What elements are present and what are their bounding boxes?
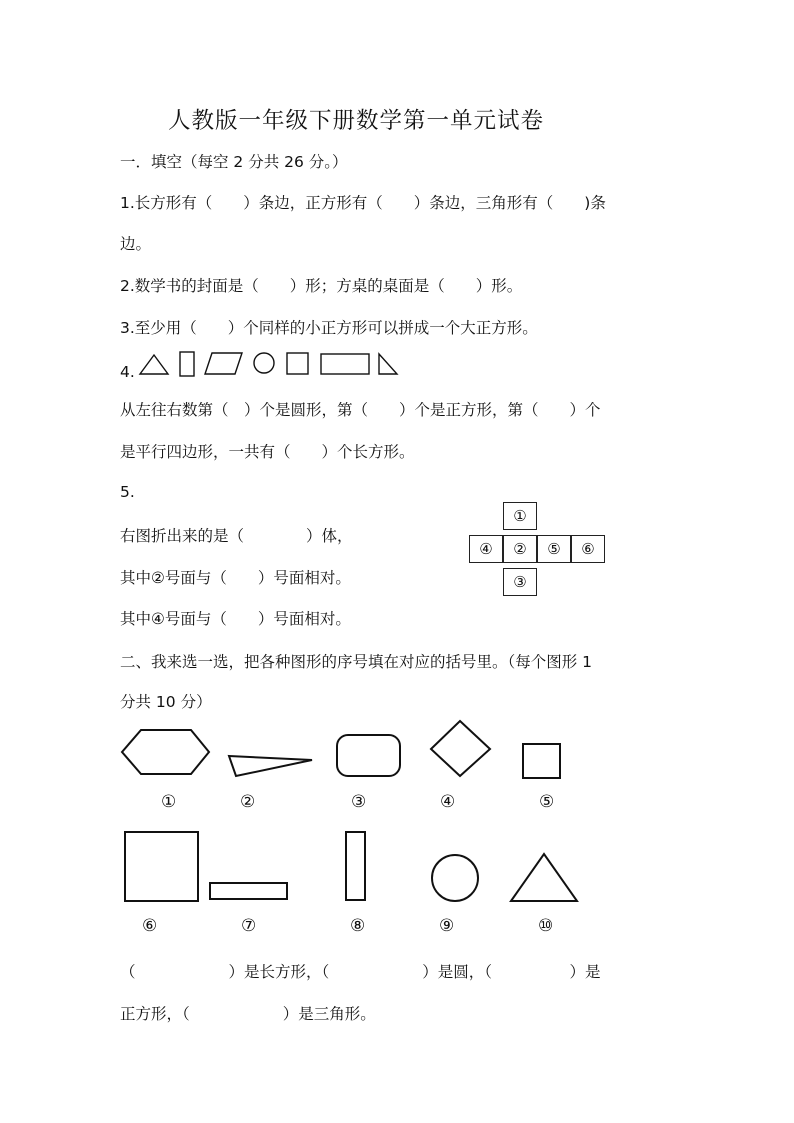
question-2: 2.数学书的封面是（ ）形；方桌的桌面是（ ）形。 — [120, 277, 523, 295]
q4-circle-shape — [254, 353, 274, 373]
net-face-3: ③ — [503, 568, 537, 596]
question-1-line2: 边。 — [120, 235, 152, 253]
shape-10-label: ⑩ — [538, 916, 554, 936]
shape-8-tall-rectangle — [346, 832, 365, 900]
shape-2-obtuse-triangle — [229, 756, 312, 776]
question-5-line3: 其中④号面与（ ）号面相对。 — [120, 610, 351, 628]
question-4-line2: 是平行四边形，一共有（ ）个长方形。 — [120, 443, 415, 461]
question-4-label: 4. — [120, 363, 135, 381]
shape-4-label: ④ — [440, 792, 456, 812]
q4-shapes-row — [138, 350, 378, 380]
section1-header: 一．填空（每空 2 分共 26 分。） — [120, 153, 348, 171]
question-5-label: 5. — [120, 483, 135, 501]
shape-10-triangle — [511, 854, 577, 901]
question-3: 3.至少用（ ）个同样的小正方形可以拼成一个大正方形。 — [120, 319, 538, 337]
net-face-6: ⑥ — [571, 535, 605, 563]
net-face-1: ① — [503, 502, 537, 530]
shape-7-flat-rectangle — [210, 883, 287, 899]
shape-4-diamond — [431, 721, 490, 776]
shape-9-circle — [432, 855, 478, 901]
net-face-5: ⑤ — [537, 535, 571, 563]
q4-right-triangle-shape — [379, 354, 397, 374]
q4-triangle-shape — [140, 355, 168, 374]
shape-2-label: ② — [240, 792, 256, 812]
q4-rectangle-wide-shape — [321, 354, 369, 374]
shape-3-label: ③ — [351, 792, 367, 812]
shape-9-label: ⑨ — [439, 916, 455, 936]
shape-5-label: ⑤ — [539, 792, 555, 812]
shape-7-label: ⑦ — [241, 916, 257, 936]
net-face-4: ④ — [469, 535, 503, 563]
shape-3-rounded-rectangle — [337, 735, 400, 776]
q4-rectangle-tall-shape — [180, 352, 194, 376]
answer-line1: （ ）是长方形，（ ）是圆，（ ）是 — [120, 963, 601, 981]
shapes-row-1 — [110, 718, 580, 788]
q4-square-shape — [287, 353, 308, 374]
net-face-2: ② — [503, 535, 537, 563]
answer-line2: 正方形，（ ）是三角形。 — [120, 1005, 376, 1023]
section2-header-line1: 二、我来选一选，把各种图形的序号填在对应的括号里。（每个图形 1 — [120, 653, 593, 671]
question-5-line2: 其中②号面与（ ）号面相对。 — [120, 569, 351, 587]
shapes-row-2 — [110, 825, 590, 905]
shape-1-hexagon — [122, 730, 209, 774]
section2-header-line2: 分共 10 分） — [120, 693, 212, 711]
shape-6-large-square — [125, 832, 198, 901]
question-4-line1: 从左往右数第（ ）个是圆形，第（ ）个是正方形，第（ ）个 — [120, 401, 601, 419]
q4-parallelogram-shape — [205, 353, 242, 374]
shape-8-label: ⑧ — [350, 916, 366, 936]
shape-6-label: ⑥ — [142, 916, 158, 936]
question-1-line1: 1.长方形有（ ）条边，正方形有（ ）条边，三角形有（ )条 — [120, 194, 606, 212]
cube-net — [469, 502, 607, 597]
page-title: 人教版一年级下册数学第一单元试卷 — [168, 108, 545, 134]
shape-1-label: ① — [161, 792, 177, 812]
shape-5-small-square — [523, 744, 560, 778]
question-5-line1: 右图折出来的是（ ）体， — [120, 527, 353, 545]
